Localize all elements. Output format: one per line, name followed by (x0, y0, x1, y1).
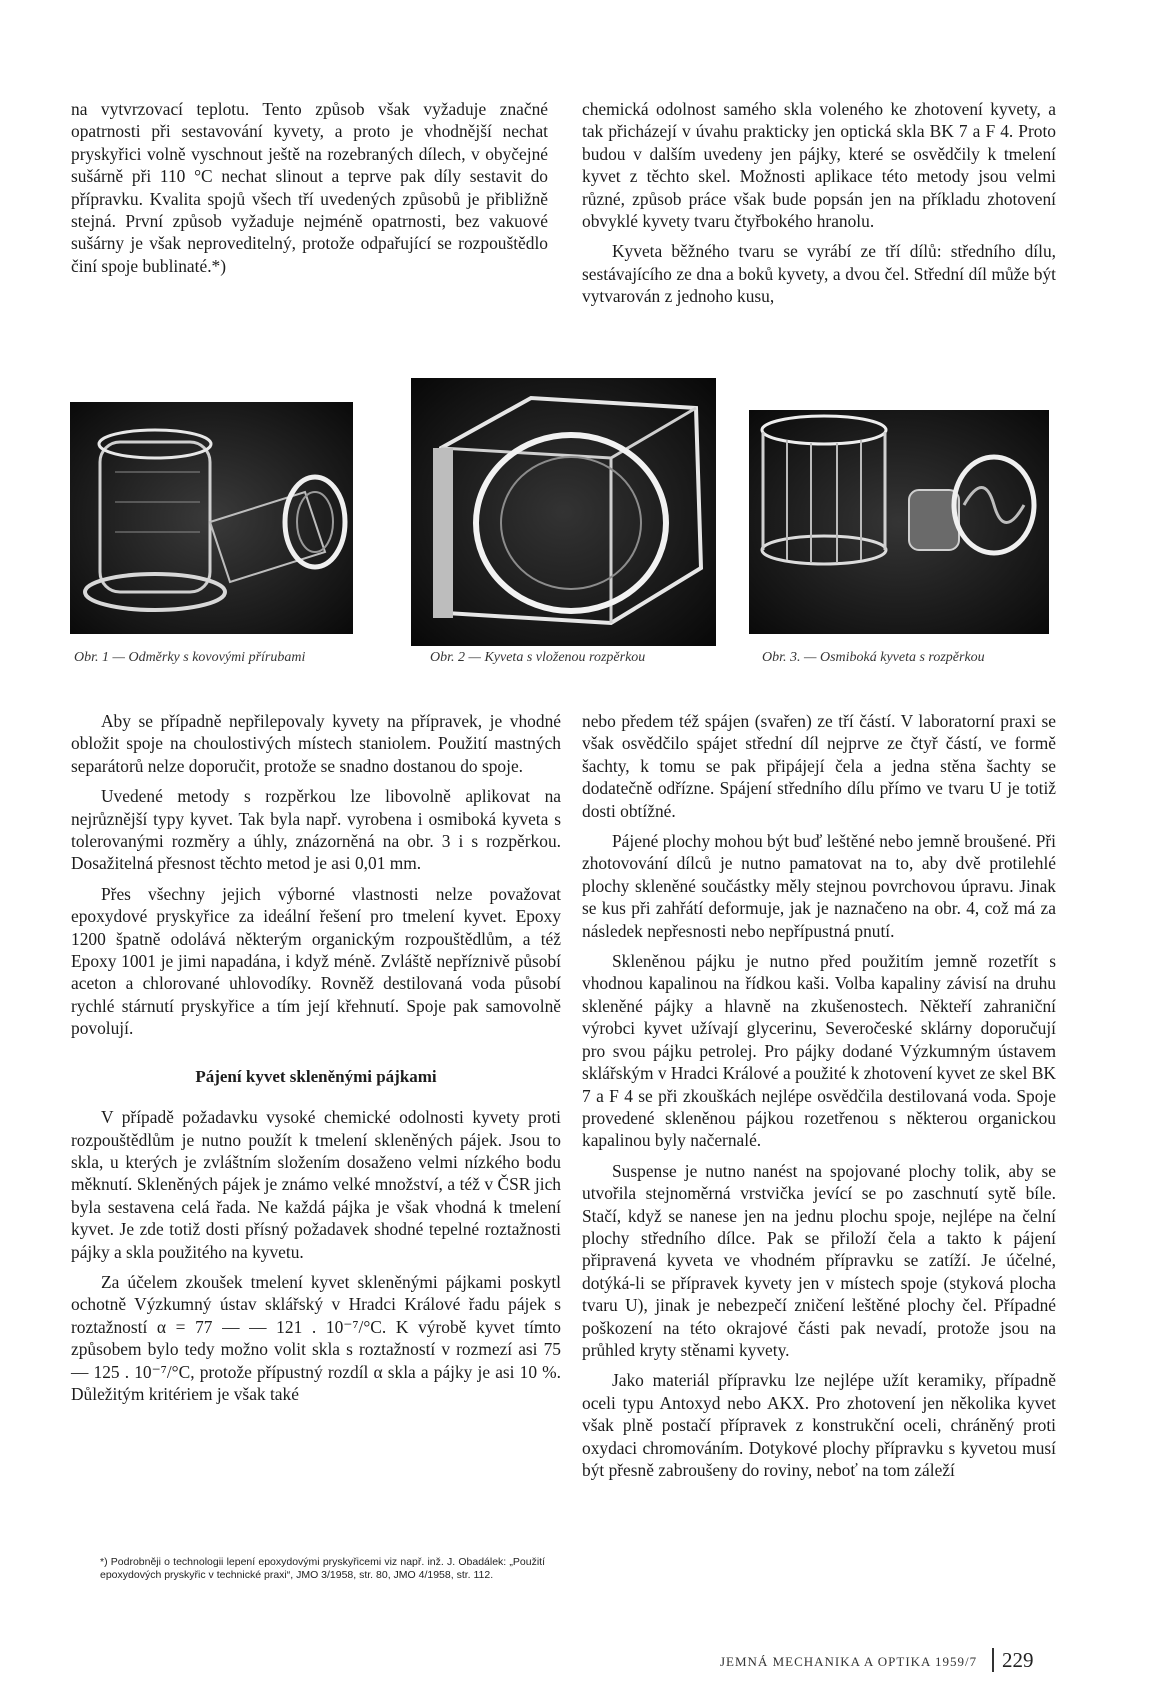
footer-divider (992, 1648, 994, 1672)
paragraph: Jako materiál přípravku lze nejlépe užít keramiky, případně oceli typu Antoxyd nebo AKX. Pro zhotovení jen několika kyvet však plně postačí přípravek z konstrukční oceli, chráněný proti oxydaci chromováním. Dotykové plochy přípravku s kyvetou musí být přesně zabroušeny do roviny, neboť na tom záleží (582, 1370, 1056, 1480)
paragraph: Skleněnou pájku je nutno před použitím jemně rozetřít s vhodnou kapalinou na řídkou kaši. Volba kapaliny závisí na druhu skleněné pájky a hlavně na zkušenostech. Někteří zahraniční výrobci kyvet užívají glycerinu, Severočeské sklárny doporučují pro svou pájku petrolej. Pro pájky dodané Výzkumným ústavem sklářským v Hradci Králové a použité k zhotovení kyvet ze skel BK 7 a F 4 se při zkouškách nejlépe osvědčila destilovaná voda. Spoje provedené skleněnou pájkou rozetřenou s některou organickou kapalinou byly načernalé. (582, 951, 1056, 1151)
paragraph: nebo předem též spájen (svařen) ze tří částí. V laboratorní praxi se však osvědčilo spájet střední díl nejprve ze čtyř částí, ve formě šachty, k tomu se pak připájejí čela a jedna stěna šachty se dodatečně odřízne. Spájení středního dílu přímo ve tvaru U je totiž dosti obtížné. (582, 711, 1056, 821)
footnote: *) Podrobněji o technologii lepení epoxydovými pryskyřicemi viz např. inž. J. Obadálek: „Použití epoxydových pryskyřic v technické praxi“, JMO 3/1958, str. 80, JMO 4/1958, str. 112. (100, 1556, 545, 1581)
paragraph: Suspense je nutno nanést na spojované plochy tolik, aby se utvořila stejnoměrná vrstvička jevící se po zaschnutí sytě bíle. Stačí, když se nanese jen na jednu plochu spoje, nejlépe na čelní plochy středního dílce. Pak se přiloží čela a takto k pájení připravená kyveta ve vhodném přípravku se zatíží. Je účelné, dotýká-li se přípravek kyvety jen v místech spoje (styková plocha tvaru U), jinak je nebezpečí zničení leštěné plochy čel. Případné poškození na této okrajové části pak nevadí, protože jsou na průhled kryty stěnami kyvety. (582, 1160, 1056, 1360)
paragraph: Aby se případně nepřilepovaly kyvety na přípravek, je vhodné obložit spoje na choulostivých místech staniolem. Použití mastných separátorů nelze doporučit, protože se snadno dostanou do spoje. (71, 711, 561, 776)
figure-3-photo (749, 410, 1049, 634)
figure-2-photo (411, 378, 716, 646)
text-column-top-left (71, 98, 548, 285)
page-footer (720, 1648, 1065, 1672)
paragraph: chemická odolnost samého skla voleného ke zhotovení kyvety, a tak přicházejí v úvahu prakticky jen optická skla BK 7 a F 4. Proto budou v dalším uvedeny jen pájky, které se osvědčily k tmelení kyvet z těchto skel. Možnosti aplikace této metody jsou velmi různé, způsob práce však bude popsán jen na příkladu zhotovení obvyklé kyvety tvaru čtyřbokého hranolu. (582, 99, 1056, 232)
figure-1-caption: Obr. 1 — Odměrky s kovovými přírubami (74, 650, 306, 665)
figure-3-caption: Obr. 3. — Osmiboká kyveta s rozpěrkou (762, 650, 985, 665)
paragraph: Za účelem zkoušek tmelení kyvet skleněnými pájkami poskytl ochotně Výzkumný ústav sklářský v Hradci Králové řadu pájek s roztažností α = 77 — — 121 . 10⁻⁷/°C. K výrobě kyvet tímto způsobem bylo tedy možno volit skla s roztažností v rozmezí asi 75 — 125 . 10⁻⁷/°C, protože přípustný rozdíl α skla a pájky je asi 10 %. Důležitým kritériem je však také (71, 1271, 561, 1404)
paragraph: na vytvrzovací teplotu. Tento způsob však vyžaduje značné opatrnosti při sestavování kyvety, a proto je vhodnější nechat pryskyřici volně vyschnout ještě na rozebraných dílech, v obyčejné sušárně při 110 °C nechat slinout a teprve pak díly sestavit do přípravku. Kvalita spojů všech tří uvedených způsobů je přibližně stejná. První způsob vyžaduje nejméně opatrnosti, bez vakuové sušárny je však neproveditelný, protože odpařující se rozpouštědlo činí spoje bublinaté.*) (71, 99, 548, 276)
figure-2-caption: Obr. 2 — Kyveta s vloženou rozpěrkou (430, 650, 646, 665)
paragraph: Uvedené metody s rozpěrkou lze libovolně aplikovat na nejrůznější typy kyvet. Tak byla např. vyrobena i osmiboká kyveta s tolerovanými rozměry a úhly, znázorněná na obr. 3 i s rozpěrkou. Dosažitelná přesnost těchto metod je asi 0,01 mm. (71, 786, 561, 874)
paragraph: V případě požadavku vysoké chemické odolnosti kyvety proti rozpouštědlům je nutno použít k tmelení skleněných pájek. Jsou to skla, u kterých je zvláštním složením dosaženo velmi nízkého bodu měknutí. Skleněných pájek je známo velké množství, a též v ČSR jich byla sestavena celá řada. Ne každá pájka je však vhodná k tmelení kyvet. Je zde totiž dosti přísný požadavek shodné tepelné roztažnosti pájky a skla použitého na kyvetu. (71, 1107, 561, 1262)
paragraph: Přes všechny jejich výborné vlastnosti nelze považovat epoxydové pryskyřice za ideální řešení pro tmelení kyvet. Epoxy 1200 špatně odolává některým organickým rozpouštědlům, a též Epoxy 1001 je jimi napadána, i když méně. Zvláště nepříznivě působí aceton a chlorované uhlovodíky. Rovněž destilovaná voda působí rychlé stárnutí pryskyřice a tím její křehnutí. Spoje pak samovolně povolují. (71, 883, 561, 1039)
paragraph: Pájené plochy mohou být buď leštěné nebo jemně broušené. Při zhotovování dílců je nutno pamatovat na to, aby dvě protilehlé plochy skleněné součástky měly stejnou povrchovou úpravu. Jinak se kus při zahřátí deformuje, jak je naznačeno na obr. 4, což má za následek nepřesnosti nebo nepřípustná pnutí. (582, 831, 1056, 941)
page-number: 229 (1002, 1648, 1034, 1672)
journal-name: JEMNÁ MECHANIKA A OPTIKA 1959/7 (720, 1654, 978, 1669)
paragraph: Kyveta běžného tvaru se vyrábí ze tří dílů: středního dílu, sestávajícího ze dna a boků kyvety, a dvou čel. Střední díl může být vytvarován z jednoho kusu, (582, 241, 1056, 307)
text-column-bottom-left (71, 710, 561, 1413)
figure-1-photo (70, 402, 353, 634)
text-column-bottom-right (582, 710, 1056, 1481)
text-column-top-right (582, 98, 1056, 316)
section-heading: Pájení kyvet skleněnými pájkami (195, 1066, 437, 1086)
